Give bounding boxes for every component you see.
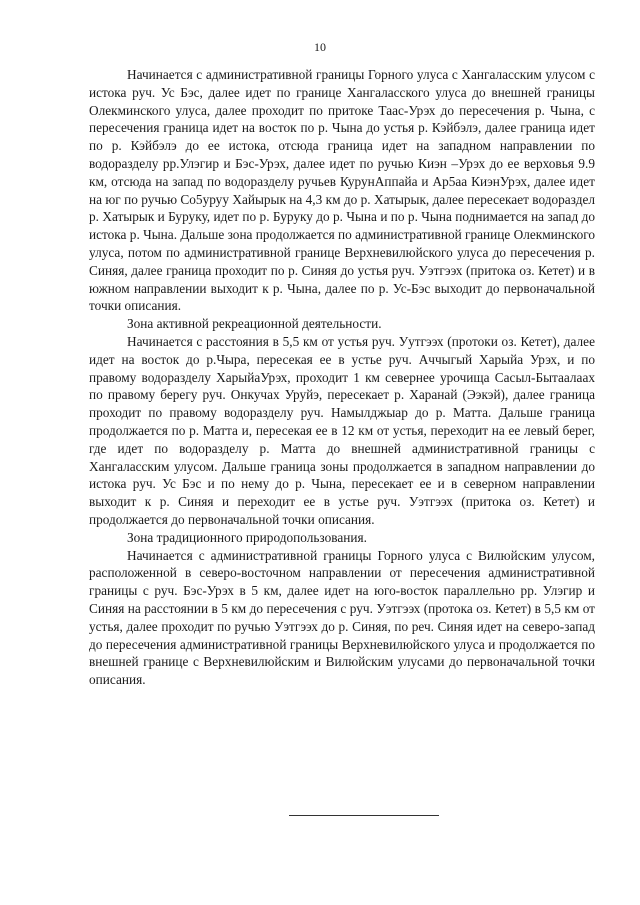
heading-active-recreation-zone: Зона активной рекреационной деятельности. [127, 316, 382, 332]
end-divider [289, 815, 439, 816]
paragraph-active-recreation-boundary: Начинается с расстояния в 5,5 км от устья руч. Уутгээх (протоки оз. Кетет), далее идет на восток до р.Чыра, пересекая ее в устье руч. Аччыгый Харыйа Урэх, и по правому водоразделу ХарыйаУрэх, проходит 1 км севернее урочища Сасыл-Бытаалаах по правому берегу руч. Онкучах Уруйэ, пересекает р. Харанай (Ээкэй), далее граница проходит по правому водоразделу руч. Намылджыар до р. Матта. Дальше граница продолжается по р. Матта и, пересекая ее в 12 км от устья, переходит на ее левый берег, где идет по водоразделу р. Матта до внешней административной границы с Хангаласским улусом. Дальше граница зоны продолжается в западном направлении до истока руч. Ус Бэс и по нему до р. Чына, пересекает ее и в северном направлении выходит к р. Синяя и переходит ее в устье руч. Уэтгээх (притока оз. Кетет) и продолжается до первоначальной точки описания. [89, 333, 595, 527]
page-number: 10 [314, 40, 326, 54]
paragraph-traditional-use-boundary: Начинается с административной границы Горного улуса с Вилюйским улусом, расположенной в северо-восточном направлении от пересечения административной границы с руч. Бэс-Урэх в 5 км, далее идет на юго-восток параллельно рр. Улэгир и Синяя на расстоянии в 5 км до пересечения с руч. Уэтгээх (протока оз. Кетет) в 5,5 км от устья, далее проходит по ручью Уэтгээх до р. Синяя, по реч. Синяя идет на северо-запад до пересечения административной границы Верхневилюйского улуса и продолжается по внешней границе с Верхневилюйским и Вилюйским улусами до первоначальной точки описания. [89, 547, 595, 688]
document-body [89, 66, 595, 689]
paragraph-gorny-zone-boundary: Начинается с административной границы Горного улуса с Хангаласским улусом с истока руч. Ус Бэс, далее идет по границе Хангаласского улуса до внешней границы Олекминского улуса, далее проходит по притоке Таас-Урэх до пересечения р. Чына, с пересечения граница идет на восток по р. Чына до устья р. Кэйбэлэ, далее граница идет по р. Кэйбэлэ до ее истока, отсюда граница идет на западном направлении по водоразделу рр.Улэгир и Бэс-Урэх, далее идет по ручью Киэн –Урэх до ее верховья 9.9 км, отсюда на запад по водоразделу ручьев КурунАппайа и Ар5аа КиэнУрэх, далее идет на юг по ручью Со5уруу Хайырык на 4,3 км до р. Хатырык, далее пересекает водораздел р. Хатырык и Буруку, идет по р. Буруку до р. Чына и по р. Чына поднимается на запад до истока р. Чына. Дальше зона продолжается по административной границе Олекминского улуса, потом по административной границе Верхневилюйского улуса до пересечения р. Синяя, далее граница проходит по р. Синяя до устья руч. Уэтгээх (притока оз. Кетет) и в южном направлении выходит к р. Чына, далее по р. Ус-Бэс выходит до первоначальной точки описания. [89, 67, 595, 314]
heading-traditional-use-zone: Зона традиционного природопользования. [127, 529, 367, 545]
